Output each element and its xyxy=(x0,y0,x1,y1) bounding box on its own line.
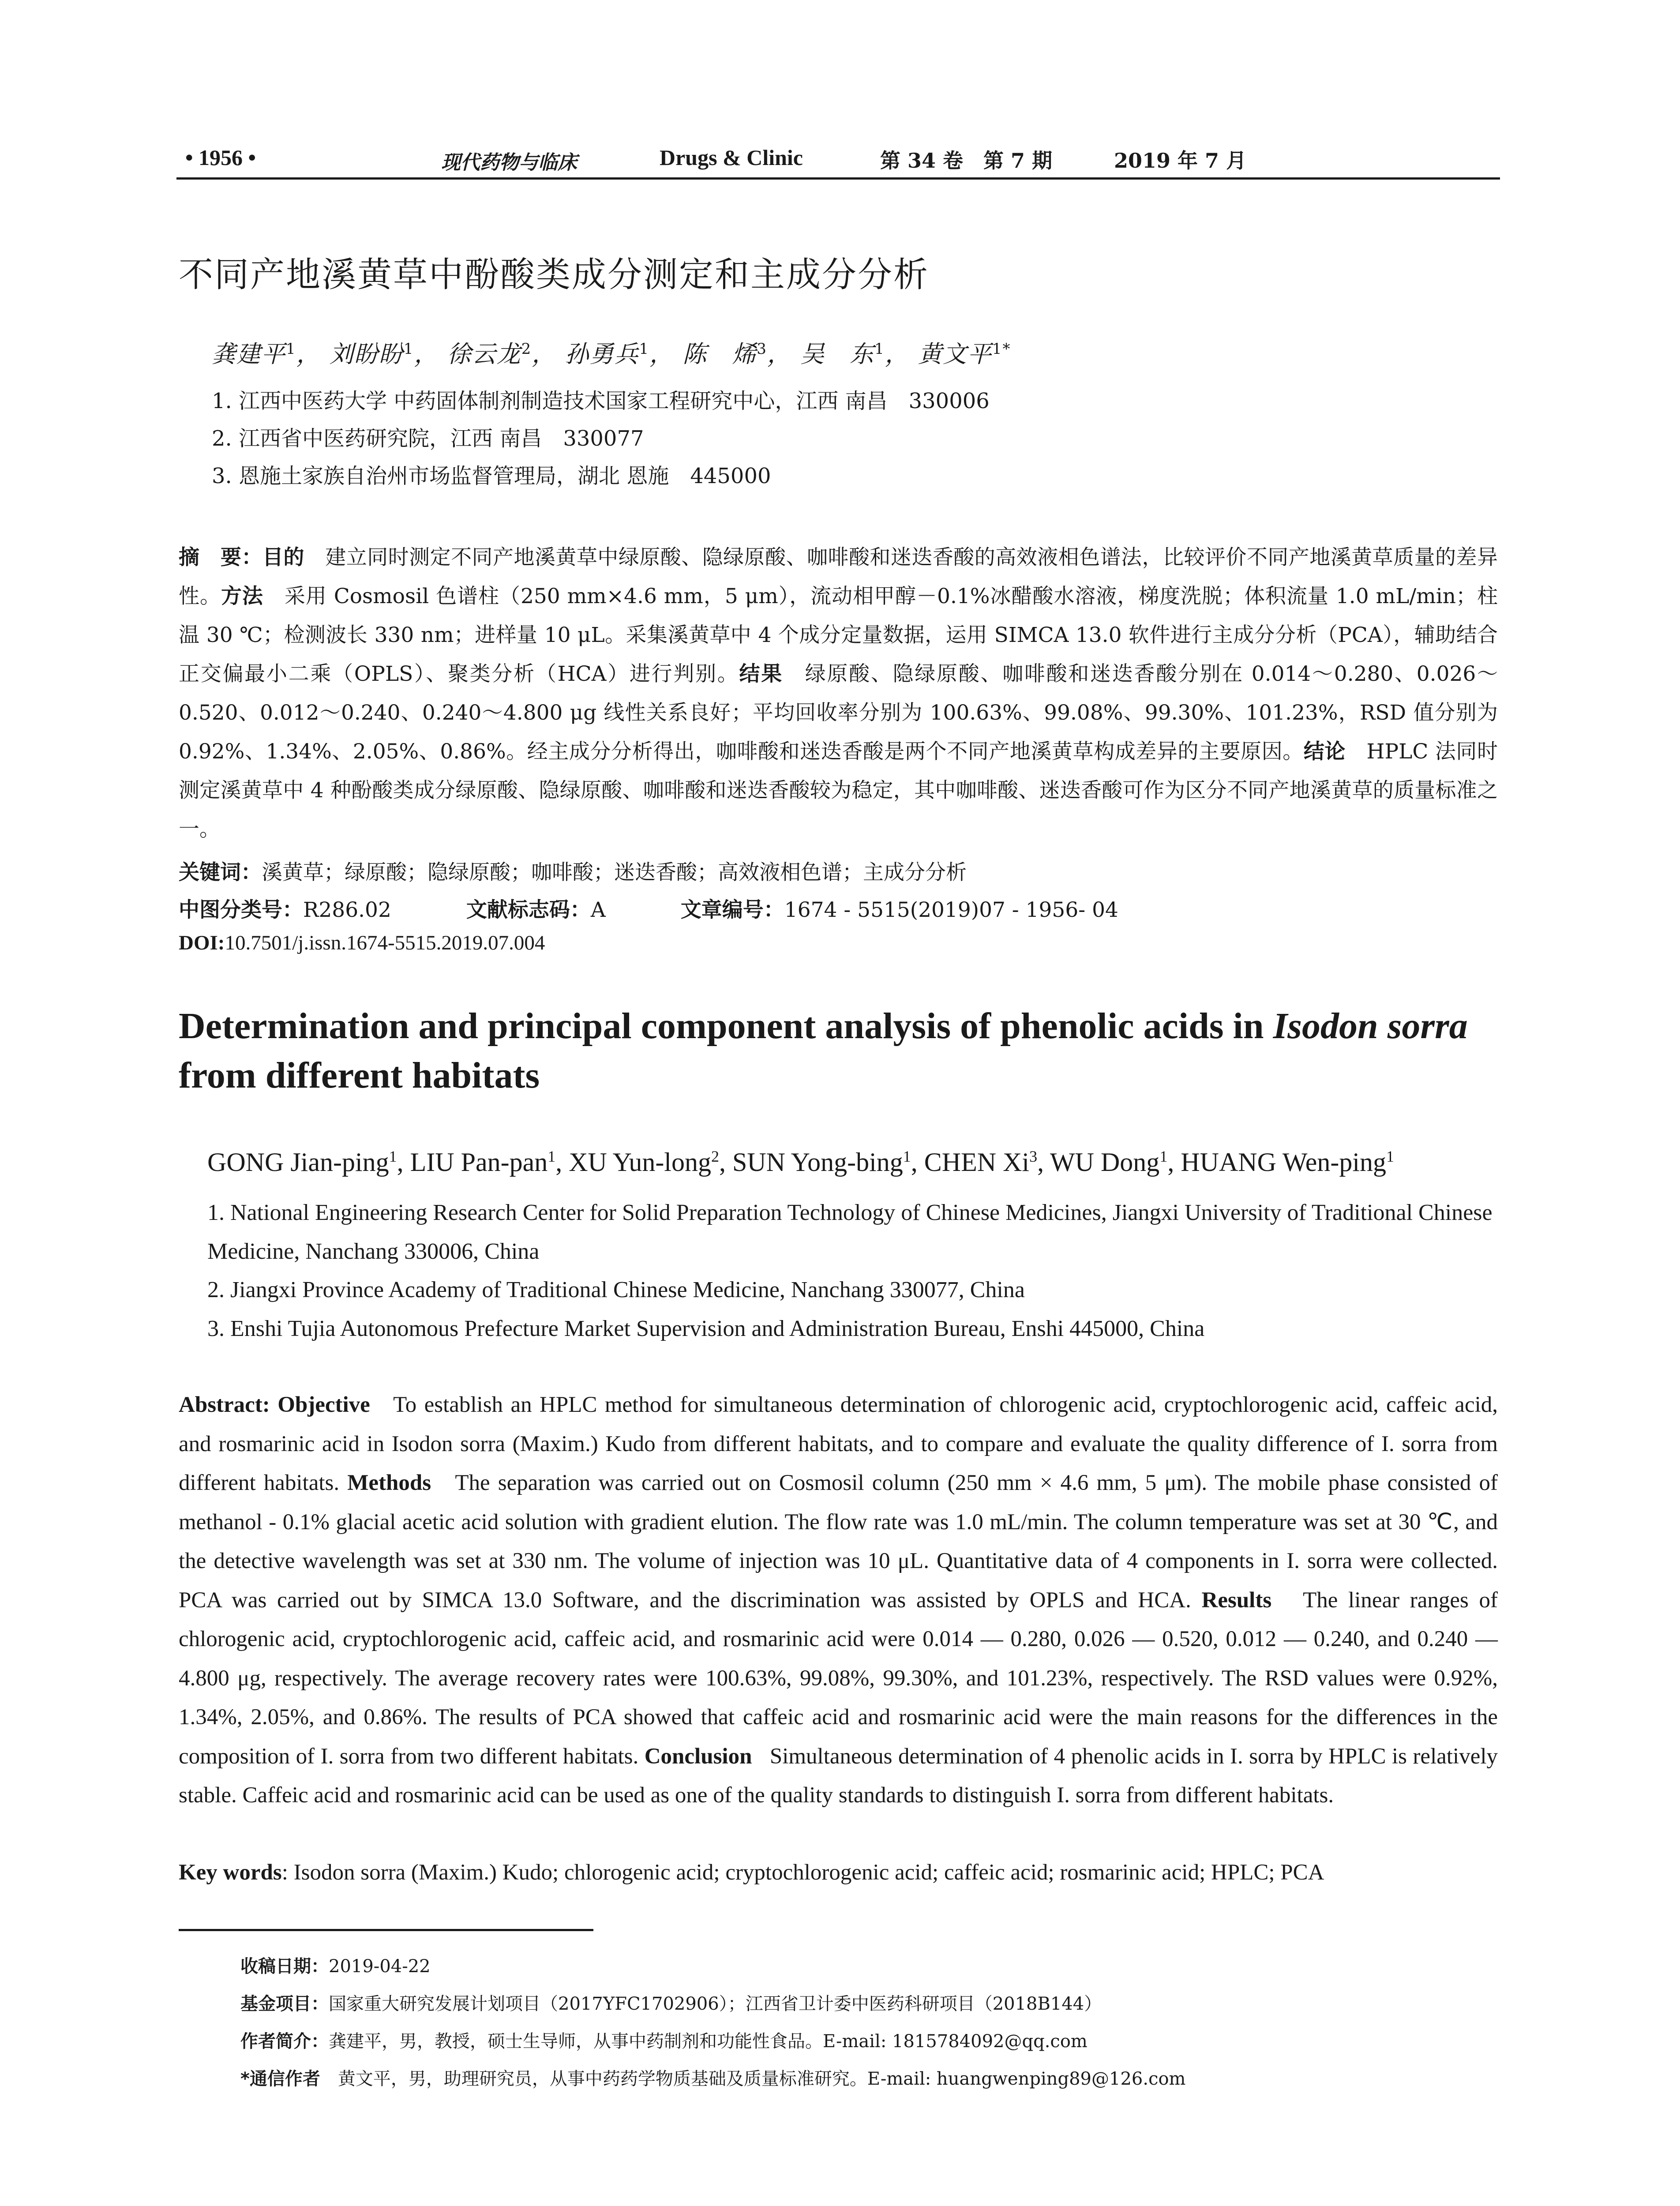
keywords-cn xyxy=(179,856,967,885)
author-en: SUN Yong-bing xyxy=(732,1148,903,1177)
author-sup: 1 xyxy=(403,340,414,358)
doc-code-label: 文献标志码： xyxy=(466,898,591,922)
author-sup: 1* xyxy=(992,340,1011,358)
article-no-label: 文章编号： xyxy=(680,898,784,922)
author-cn: 吴 东 xyxy=(800,340,875,368)
methods-text: 采用 Cosmosil 色谱柱（250 mm×4.6 mm，5 μm），流动相甲醇－0.1%冰醋酸水溶液，梯度洗脱；体积流量 1.0 mL/min；柱温 30 ℃；检测波长 330 nm；进样量 10 μL。采集溪黄草中 4 个成分定量数据，运用 SIMCA 13.0 软件进行主成分分析（PCA），辅助结合正交偏最小二乘（OPLS）、聚类分析（HCA）进行判别。 xyxy=(179,584,1498,686)
keywords-en-label: Key words xyxy=(179,1860,282,1885)
received-label: 收稿日期： xyxy=(240,1956,329,1977)
affiliation-cn-1: 1. 江西中医药大学 中药固体制剂制造技术国家工程研究中心，江西 南昌 330006 xyxy=(212,389,990,413)
abstract-en-label: Abstract: xyxy=(179,1392,270,1417)
page-number: • 1956 • xyxy=(185,145,256,170)
doi-line xyxy=(179,931,545,955)
author-sup: 2 xyxy=(711,1148,719,1165)
author-sup: 1 xyxy=(1386,1148,1394,1165)
conclusion-text: HPLC 法同时测定溪黄草中 4 种酚酸类成分绿原酸、隐绿原酸、咖啡酸和迷迭香酸较为稳定，其中咖啡酸、迷迭香酸可作为区分不同产地溪黄草的质量标准之一。 xyxy=(179,739,1498,841)
title-cn: 不同产地溪黄草中酚酸类成分测定和主成分分析 xyxy=(179,255,930,295)
conclusion-en-text: Simultaneous determination of 4 phenolic acids in I. sorra by HPLC is relatively stable. Caffeic acid and rosmarinic acid can be used as one of the quality standards to distinguish I. sorra from different habitats. xyxy=(179,1744,1498,1808)
objective-en-text: To establish an HPLC method for simultaneous determination of chlorogenic acid, cryptochlorogenic acid, caffeic acid, and rosmarinic acid in Isodon sorra (Maxim.) Kudo from different habitats, and to compare and evaluate the quality difference of I. sorra from different habitats. xyxy=(179,1392,1498,1495)
author-sup: 1 xyxy=(874,340,885,358)
author-en: CHEN Xi xyxy=(924,1148,1030,1177)
objective-text: 建立同时测定不同产地溪黄草中绿原酸、隐绿原酸、咖啡酸和迷迭香酸的高效液相色谱法，比较评价不同产地溪黄草质量的差异性。 xyxy=(179,545,1498,608)
results-text: 绿原酸、隐绿原酸、咖啡酸和迷迭香酸分别在 0.014～0.280、0.026～0.520、0.012～0.240、0.240～4.800 μg 线性关系良好；平均回收率分别为 100.63%、99.08%、99.30%、101.23%，RSD 值分别为 0.92%、1.34%、2.05%、0.86%。经主成分分析得出，咖啡酸和迷迭香酸是两个不同产地溪黄草构成差异的主要原因。 xyxy=(179,662,1498,764)
methods-en-label: Methods xyxy=(347,1471,431,1495)
author-cn: 龚建平 xyxy=(212,340,286,368)
footnote-corresponding xyxy=(240,2065,1185,2090)
affiliation-en-3: 3. Enshi Tujia Autonomous Prefecture Market Supervision and Administration Bureau, Enshi 445000, China xyxy=(207,1316,1205,1341)
header-rule xyxy=(176,177,1500,180)
volume-issue: 第 34 卷 第 7 期 xyxy=(880,149,1053,173)
affiliation-cn-3: 3. 恩施土家族自治州市场监督管理局，湖北 恩施 445000 xyxy=(212,464,771,488)
journal-name-en: Drugs & Clinic xyxy=(660,145,803,170)
affiliation-en-2: 2. Jiangxi Province Academy of Traditional Chinese Medicine, Nanchang 330077, China xyxy=(207,1277,1025,1302)
author-sup: 2 xyxy=(521,340,532,358)
bio-label: 作者简介： xyxy=(240,2031,329,2052)
received-date: 2019-04-22 xyxy=(329,1956,431,1977)
authors-cn: 龚建平$^1$， 刘盼盼$^1$， 徐云龙$^2$， 孙勇兵$^1$， 陈 烯$^3$， 吴 东$^1$， 黄文平$^{1*}$ xyxy=(212,340,1011,368)
fund-label: 基金项目： xyxy=(240,1994,329,2014)
journal-name-cn: 现代药物与临床 xyxy=(441,151,577,174)
corr-label: *通信作者 xyxy=(240,2069,320,2089)
title-en-species: Isodon sorra xyxy=(1273,1005,1468,1047)
clc-label: 中图分类号： xyxy=(179,898,303,922)
classification-line xyxy=(179,893,1118,923)
running-header xyxy=(176,140,1500,176)
author-sup: 3 xyxy=(757,340,767,358)
author-sup: 1 xyxy=(389,1148,397,1165)
footnote-rule xyxy=(179,1929,593,1931)
author-sup: 1 xyxy=(639,340,650,358)
affiliation-en-1: 1. National Engineering Research Center for Solid Preparation Technology of Chinese Medicines, Jiangxi University of Traditional Chinese Medicine, Nanchang 330006, China xyxy=(207,1200,1492,1264)
doi-value: 10.7501/j.issn.1674-5515.2019.07.004 xyxy=(225,931,545,954)
author-en: HUANG Wen-ping xyxy=(1181,1148,1386,1177)
corr-text: 黄文平，男，助理研究员，从事中药药学物质基础及质量标准研究。E-mail: huangwenping89@126.com xyxy=(320,2069,1186,2089)
author-en: WU Dong xyxy=(1050,1148,1160,1177)
footnote-author-bio xyxy=(240,2027,1088,2052)
author-cn: 孙勇兵 xyxy=(565,340,639,368)
author-sup: 1 xyxy=(548,1148,556,1165)
methods-label: 方法 xyxy=(221,584,263,608)
title-en xyxy=(179,1002,1502,1100)
author-cn: 陈 烯 xyxy=(682,340,757,368)
fund-text: 国家重大研究发展计划项目（2017YFC1702906）；江西省卫计委中医药科研项目（2018B144） xyxy=(329,1994,1102,2014)
issue-date: 2019 年 7 月 xyxy=(1114,149,1247,173)
footnote-fund xyxy=(240,1990,1102,2015)
abstract-cn xyxy=(179,538,1498,849)
authors-en: GONG Jian-ping$^1$, LIU Pan-pan$^1$, XU Yun-long$^2$, SUN Yong-bing$^1$, CHEN Xi$^3$, WU Dong$^1$, HUANG Wen-ping$^1$ xyxy=(207,1148,1394,1177)
results-en-label: Results xyxy=(1201,1587,1272,1613)
objective-label: 目的 xyxy=(262,545,304,570)
clc-value: R286.02 xyxy=(303,898,391,922)
title-en-part2: from different habitats xyxy=(179,1055,540,1096)
keywords-en xyxy=(179,1860,1324,1885)
doi-label: DOI: xyxy=(179,931,225,954)
author-en: GONG Jian-ping xyxy=(207,1148,389,1177)
author-en: LIU Pan-pan xyxy=(410,1148,548,1177)
conclusion-label: 结论 xyxy=(1303,739,1346,764)
abstract-cn-label: 摘 要： xyxy=(179,545,262,570)
results-label: 结果 xyxy=(739,662,783,686)
article-no-value: 1674 - 5515(2019)07 - 1956- 04 xyxy=(784,898,1118,922)
doc-code-value: A xyxy=(590,898,606,922)
title-en-part1: Determination and principal component analysis of phenolic acids in xyxy=(179,1005,1273,1047)
author-cn: 刘盼盼 xyxy=(329,340,404,368)
conclusion-en-label: Conclusion xyxy=(644,1744,752,1769)
keywords-cn-text: 溪黄草；绿原酸；隐绿原酸；咖啡酸；迷迭香酸；高效液相色谱；主成分分析 xyxy=(262,860,967,885)
bio-text: 龚建平，男，教授，硕士生导师，从事中药制剂和功能性食品。E-mail: 1815784092@qq.com xyxy=(329,2031,1088,2052)
keywords-cn-label: 关键词： xyxy=(179,860,262,885)
footnote-received xyxy=(240,1952,431,1977)
author-sup: 1 xyxy=(1159,1148,1168,1165)
abstract-en xyxy=(179,1385,1498,1815)
author-sup: 1 xyxy=(286,340,296,358)
author-sup: 3 xyxy=(1029,1148,1038,1165)
objective-en-label: Objective xyxy=(278,1392,370,1417)
author-cn: 黄文平 xyxy=(918,340,992,368)
keywords-en-text: : Isodon sorra (Maxim.) Kudo; chlorogenic acid; cryptochlorogenic acid; caffeic acid; rosmarinic acid; HPLC; PCA xyxy=(281,1860,1324,1885)
author-sup: 1 xyxy=(903,1148,911,1165)
methods-en-text: The separation was carried out on Cosmosil column (250 mm × 4.6 mm, 5 μm). The mobile phase consisted of methanol - 0.1% glacial acetic acid solution with gradient elution. The flow rate was 1.0 mL/min. The column temperature was set at 30 ℃, and the detective wavelength was set at 330 nm. The volume of injection was 10 μL. Quantitative data of 4 components in I. sorra were collected. PCA was carried out by SIMCA 13.0 Software, and the discrimination was assisted by OPLS and HCA. xyxy=(179,1471,1498,1613)
affiliation-cn-2: 2. 江西省中医药研究院，江西 南昌 330077 xyxy=(212,426,644,451)
results-en-text: The linear ranges of chlorogenic acid, cryptochlorogenic acid, caffeic acid, and rosmarinic acid were 0.014 — 0.280, 0.026 — 0.520, 0.012 — 0.240, and 0.240 — 4.800 μg, respectively. The average recovery rates were 100.63%, 99.08%, 99.30%, and 101.23%, respectively. The RSD values were 0.92%, 1.34%, 2.05%, and 0.86%. The results of PCA showed that caffeic acid and rosmarinic acid were the main reasons for the differences in the composition of I. sorra from two different habitats. xyxy=(179,1587,1498,1769)
author-en: XU Yun-long xyxy=(569,1148,711,1177)
author-cn: 徐云龙 xyxy=(447,340,521,368)
